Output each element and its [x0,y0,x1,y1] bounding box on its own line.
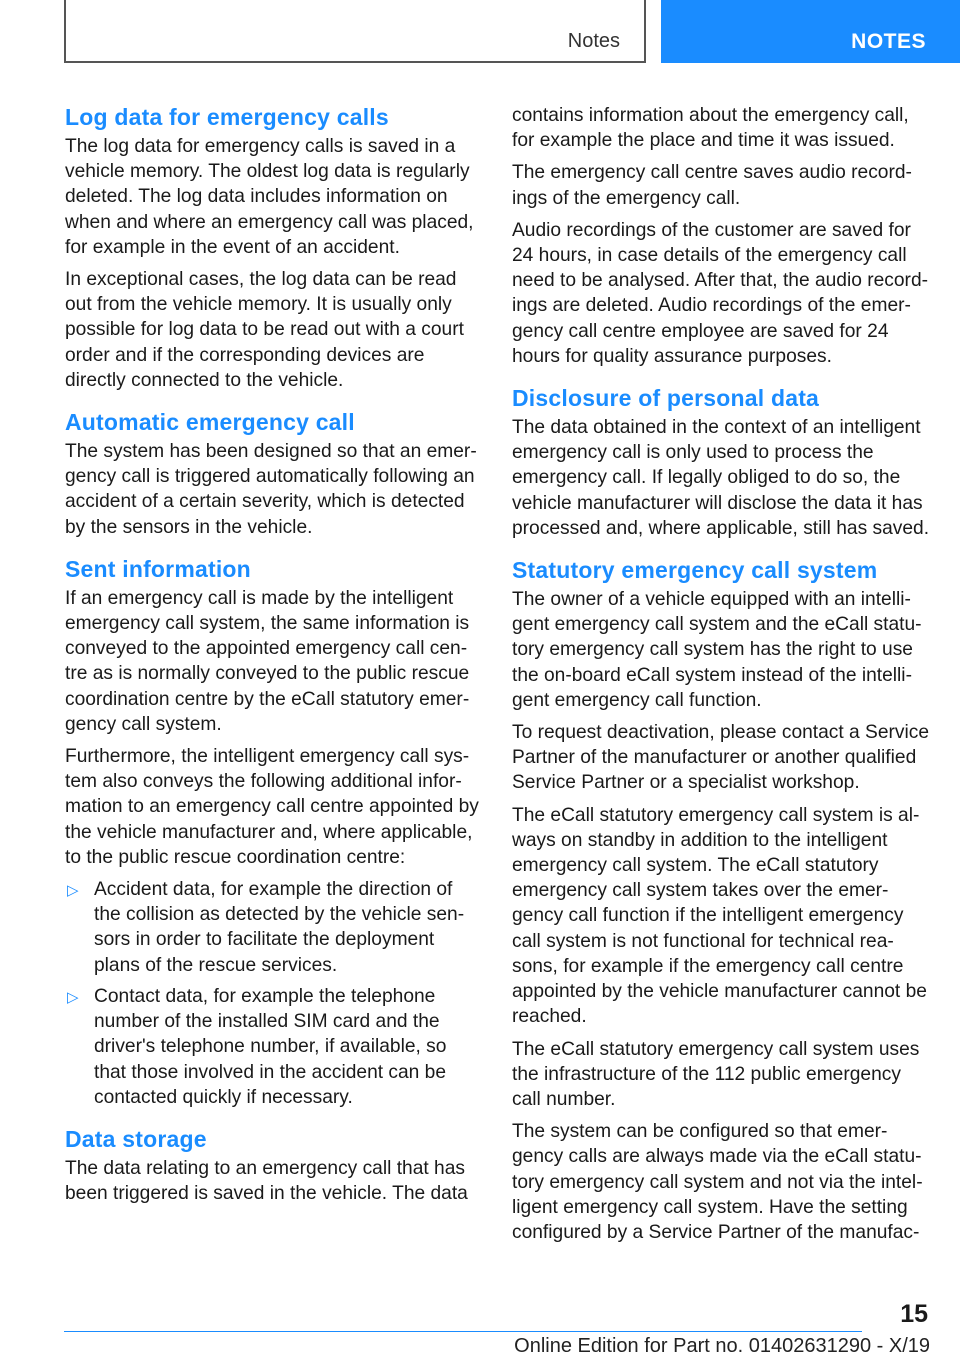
paragraph: If an emergency call is made by the intelligent emergency call system, the same information is conveyed to the appointed emergency call centre as is normally conveyed to the public rescue coordination centre by the eCall statutory emergency call system. [65,587,470,735]
triangle-bullet-icon: ▷ [67,988,79,1006]
footer-edition: Online Edition for Part no. 01402631290 - X/19 [514,1335,930,1357]
header-tab [661,0,960,63]
list-item-text: Contact data, for example the telephone number of the installed SIM card and the driver's telephone number, if available, so that those involved in the accident can be contacted quickly if necessary. [94,985,447,1108]
paragraph: The emergency call centre saves audio recordings of the emergency call. [512,162,912,209]
paragraph: The owner of a vehicle equipped with an intelligent emergency call system and the eCall statutory emergency call system has the right to use the on-board eCall system instead of the intelligent emergency call function. [512,589,922,711]
header-tab-label: NOTES [851,30,926,53]
triangle-bullet-icon: ▷ [67,882,79,900]
list-item [65,877,483,978]
paragraph: The eCall statutory emergency call system uses the infrastructure of the 112 public emergency call number. [512,1038,920,1110]
left-column [65,102,483,1213]
paragraph: The eCall statutory emergency call system is always on standby in addition to the intelligent emergency call system. The eCall statutory emergency call system takes over the emergency call function if the intelligent emergency call system is not functional for technical reasons, for example if the emergency call centre appointed by the vehicle manufacturer cannot be reached. [512,804,927,1028]
footer-divider [64,1331,862,1332]
right-column [512,103,930,1252]
paragraph: The log data for emergency calls is saved in a vehicle memory. The oldest log data is regularly deleted. The log data includes information on when and where an emergency call was placed, for example in the event of an accident. [65,136,474,258]
paragraph: The system has been designed so that an emergency call is triggered automatically following an accident of a certain severity, which is detected by the sensors in the vehicle. [65,441,477,538]
heading-data-storage: Data storage [65,1125,207,1152]
heading-automatic-call: Automatic emergency call [65,409,355,436]
paragraph: To request deactivation, please contact a Service Partner of the manufacturer or another qualified Service Partner or a specialist workshop. [512,722,930,794]
page-number: 15 [900,1300,928,1328]
heading-sent-information: Sent information [65,555,251,582]
paragraph: Audio recordings of the customer are saved for 24 hours, in case details of the emergency call need to be analysed. After that, the audio recordings are deleted. Audio recordings of the emergency call centre employee are saved for 24 hours for quality assurance purposes. [512,219,929,367]
paragraph: The data relating to an emergency call that has been triggered is saved in the vehicle. The data [65,1157,468,1205]
paragraph: In exceptional cases, the log data can be read out from the vehicle memory. It is usually only possible for log data to be read out with a court order and if the corresponding devices are directly connected to the vehicle. [65,269,464,391]
bullet-list [65,877,483,1110]
header-section-title: Notes [567,30,620,52]
paragraph: contains information about the emergency call, for example the place and time it was issued. [512,105,909,152]
header-frame [64,0,646,63]
paragraph: Furthermore, the intelligent emergency call system also conveys the following additional information to an emergency call centre appointed by the vehicle manufacturer and, where applicable, to the public rescue coordination centre: [65,746,479,868]
paragraph: The system can be configured so that emergency calls are always made via the eCall statutory emergency call system and not via the intelligent emergency call system. Have the setting configured by a Service Partner of the manufac- [512,1121,923,1243]
list-item [65,984,483,1110]
list-item-text: Accident data, for example the direction of the collision as detected by the vehicle sensors in order to facilitate the deployment plans of the rescue services. [94,879,465,976]
paragraph: The data obtained in the context of an intelligent emergency call is only used to process the emergency call. If legally obliged to do so, the vehicle manufacturer will disclose the data it has processed and, where applicable, still has saved. [512,417,930,539]
heading-disclosure: Disclosure of personal data [512,385,820,412]
heading-statutory-call: Statutory emergency call system [512,557,878,584]
heading-log-data: Log data for emergency calls [65,104,389,130]
